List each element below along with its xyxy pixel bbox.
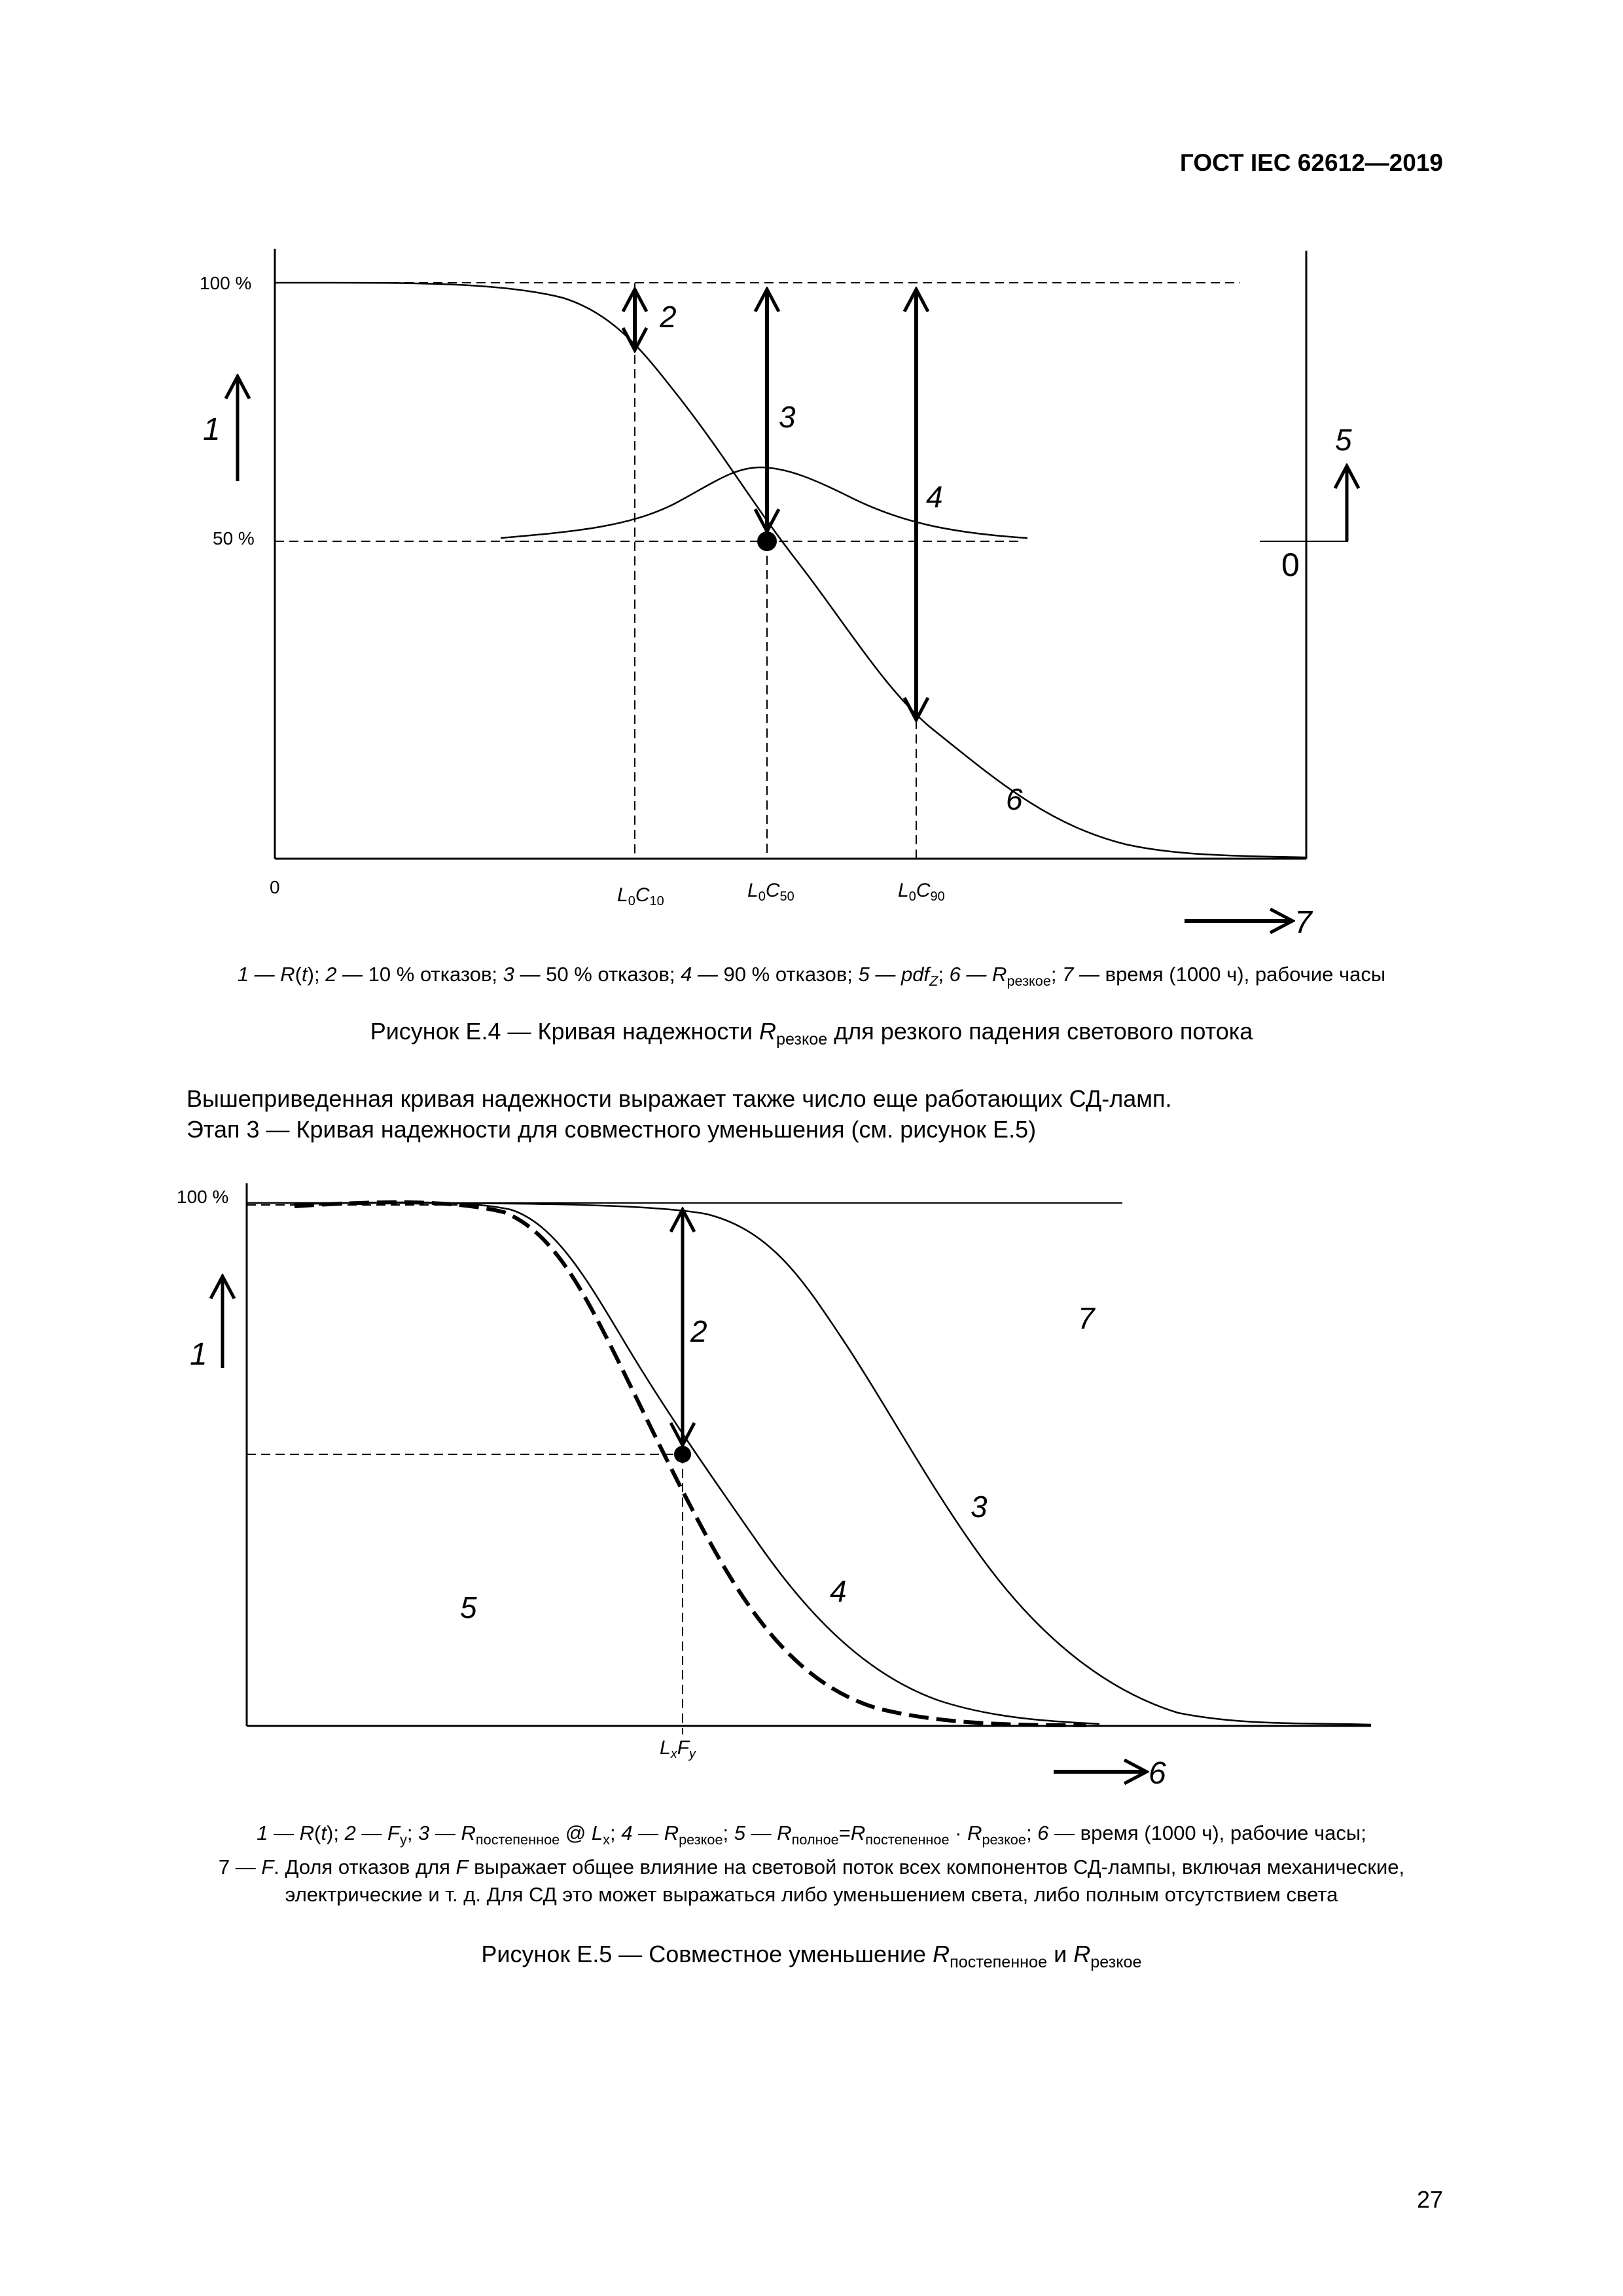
curve-r-total (294, 1202, 1086, 1725)
key-4: 4 (830, 1574, 847, 1608)
label-lxfy: $L_xF_y$ (660, 1737, 696, 1761)
figure-e5-caption: Рисунок Е.5 — Совместное уменьшение $R_{постепенное}$ и $R_{резкое}$ (481, 1941, 1142, 1972)
figure-e5 (0, 1172, 1623, 1800)
document-header: ГОСТ IEC 62612—2019 (1179, 149, 1443, 176)
legend-line-3: электрические и т. д. Для СД это может выражаться либо уменьшением света, либо полным отсутствием света (285, 1883, 1338, 1907)
reliability-curve-r-abrupt (275, 283, 1306, 857)
curve-r-abrupt (294, 1202, 1099, 1724)
label-100-percent: 100 % (200, 273, 252, 293)
key-3: 3 (779, 400, 796, 434)
legend-line-1: 1 — R(t); 2 — $F_y$; 3 — $R_{постепенное}$ @ $L_x$; 4 — $R_{резкое}$; 5 — $R_{полное}=R_{постепенное} \cdot R_{резкое}$; 6 — время (1000 ч), рабочие часы; (257, 1821, 1366, 1848)
figure-e4-legend: 1 — R(t); 2 — 10 % отказов; 3 — 50 % отказов; 4 — 90 % отказов; 5 — pdf$_Z$; 6 — $R_{резкое}$; 7 — время (1000 ч), рабочие часы (237, 963, 1386, 990)
paragraph-2: Этап 3 — Кривая надежности для совместного уменьшения (см. рисунок Е.5) (187, 1116, 1037, 1143)
key-6: 6 (1149, 1756, 1166, 1791)
label-origin: 0 (270, 877, 280, 897)
paragraph-1: Вышеприведенная кривая надежности выражает также число еще работающих СД-ламп. (187, 1085, 1172, 1112)
figure-e5-legend (0, 1820, 1623, 1909)
point-lc50 (757, 531, 777, 551)
key-5: 5 (1335, 423, 1352, 457)
label-50-percent: 50 % (213, 528, 255, 548)
key-1: 1 (190, 1337, 207, 1372)
key-4: 4 (926, 480, 943, 514)
key-1: 1 (203, 412, 221, 447)
label-lc10: $L_0C_{10}$ (617, 884, 664, 908)
page-number: 27 (1416, 2186, 1443, 2213)
label-lc50: $L_0C_{50}$ (747, 880, 794, 904)
key-7: 7 (1294, 905, 1312, 936)
key-zero-right: 0 (1281, 547, 1300, 583)
figure-e4-caption: Рисунок Е.4 — Кривая надежности $R_{резкое}$ для резкого падения светового потока (370, 1018, 1253, 1049)
key-7: 7 (1078, 1301, 1095, 1335)
label-lc90: $L_0C_{90}$ (898, 880, 945, 904)
point-lxfy (674, 1446, 691, 1463)
key-2: 2 (660, 300, 677, 334)
key-6: 6 (1006, 782, 1023, 816)
key-2: 2 (690, 1314, 707, 1348)
label-100-percent: 100 % (177, 1187, 229, 1207)
figure-e4 (0, 236, 1623, 936)
key-3: 3 (971, 1490, 988, 1524)
legend-line-2: 7 — F. Доля отказов для F выражает общее влияние на световой поток всех компонентов СД-лампы, включая механические, (218, 1856, 1405, 1879)
curve-r-gradual (247, 1203, 1371, 1725)
key-5: 5 (460, 1590, 477, 1624)
pdf-curve (501, 467, 1027, 538)
